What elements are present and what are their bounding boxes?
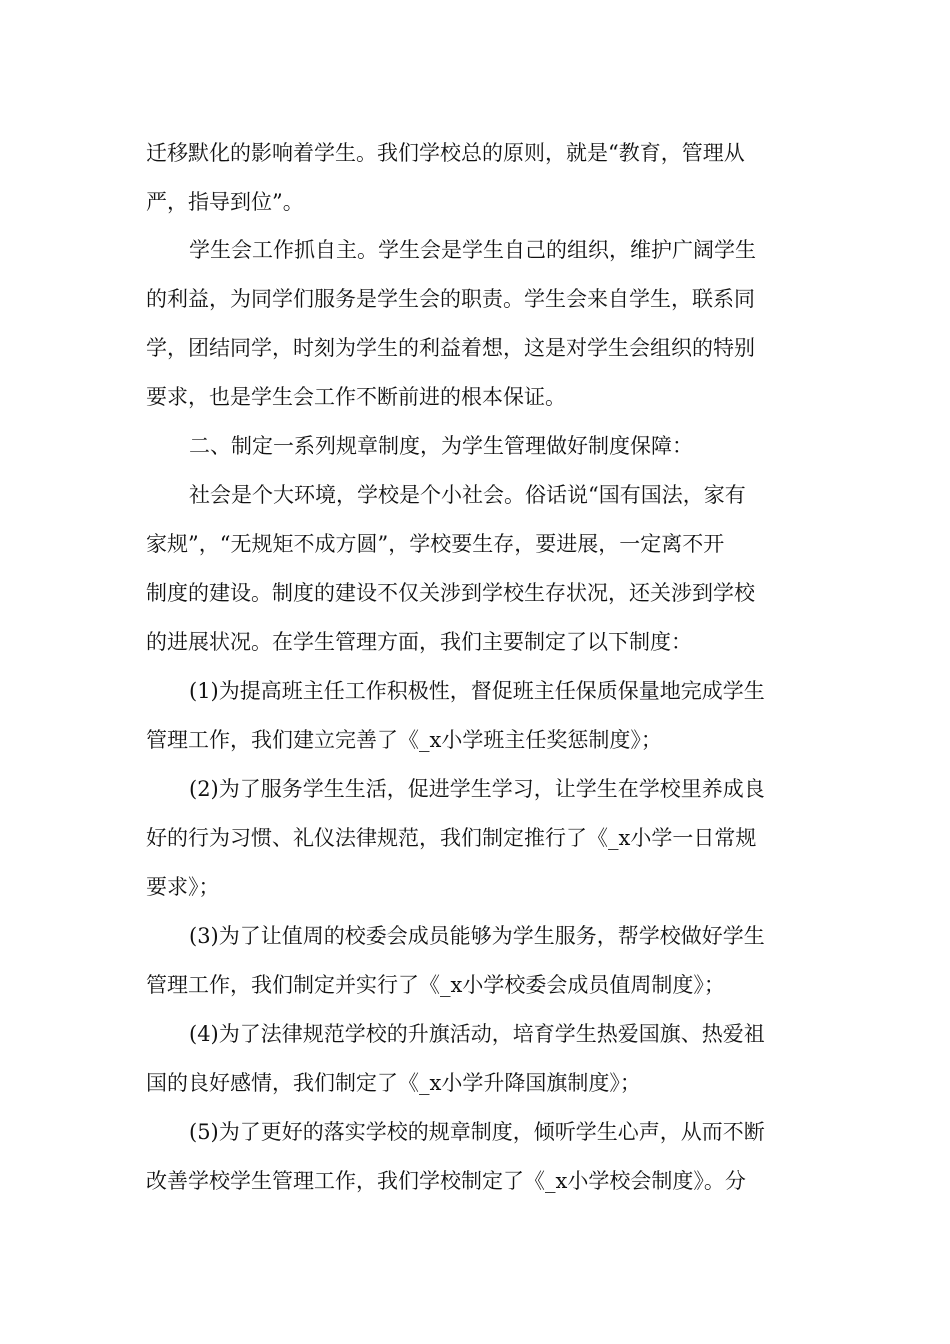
text-line: 管理工作，我们建立完善了《_x小学班主任奖惩制度》；	[146, 728, 662, 752]
text-line: 改善学校学生管理工作，我们学校制定了《_x小学校会制度》。分	[146, 1169, 746, 1193]
text-line: 的利益，为同学们服务是学生会的职责。学生会来自学生，联系同	[146, 287, 755, 311]
text-line: 要求，也是学生会工作不断前进的根本保证。	[146, 385, 566, 409]
text-line: 管理工作，我们制定并实行了《_x小学校委会成员值周制度》；	[146, 973, 725, 997]
text-line: 家规”，“无规矩不成方圆”，学校要生存，要进展，一定离不开	[146, 532, 725, 556]
text-line: 社会是个大环境，学校是个小社会。俗话说“国有国法，家有	[189, 483, 746, 507]
text-line: 要求》；	[146, 875, 220, 899]
text-line: 国的良好感情，我们制定了《_x小学升降国旗制度》；	[146, 1071, 641, 1095]
text-line: 的进展状况。在学生管理方面，我们主要制定了以下制度：	[146, 630, 692, 654]
list-item-2: (2)为了服务学生生活，促进学生学习，让学生在学校里养成良	[189, 777, 765, 801]
text-line: 学生会工作抓自主。学生会是学生自己的组织，维护广阔学生	[189, 238, 756, 262]
text-line: 迁移默化的影响着学生。我们学校总的原则，就是“教育，管理从	[146, 141, 745, 165]
list-item-1: (1)为提高班主任工作积极性，督促班主任保质保量地完成学生	[189, 679, 765, 703]
section-heading: 二、制定一系列规章制度，为学生管理做好制度保障：	[189, 434, 693, 458]
list-item-5: (5)为了更好的落实学校的规章制度，倾听学生心声，从而不断	[189, 1120, 765, 1144]
text-line: 制度的建设。制度的建设不仅关涉到学校生存状况，还关涉到学校	[146, 581, 755, 605]
text-line: 好的行为习惯、礼仪法律规范，我们制定推行了《_x小学一日常规	[146, 826, 757, 850]
list-item-3: (3)为了让值周的校委会成员能够为学生服务，帮学校做好学生	[189, 924, 765, 948]
text-line: 学，团结同学，时刻为学生的利益着想，这是对学生会组织的特别	[146, 336, 755, 360]
text-line: 严，指导到位”。	[146, 190, 304, 214]
list-item-4: (4)为了法律规范学校的升旗活动，培育学生热爱国旗、热爱祖	[189, 1022, 765, 1046]
